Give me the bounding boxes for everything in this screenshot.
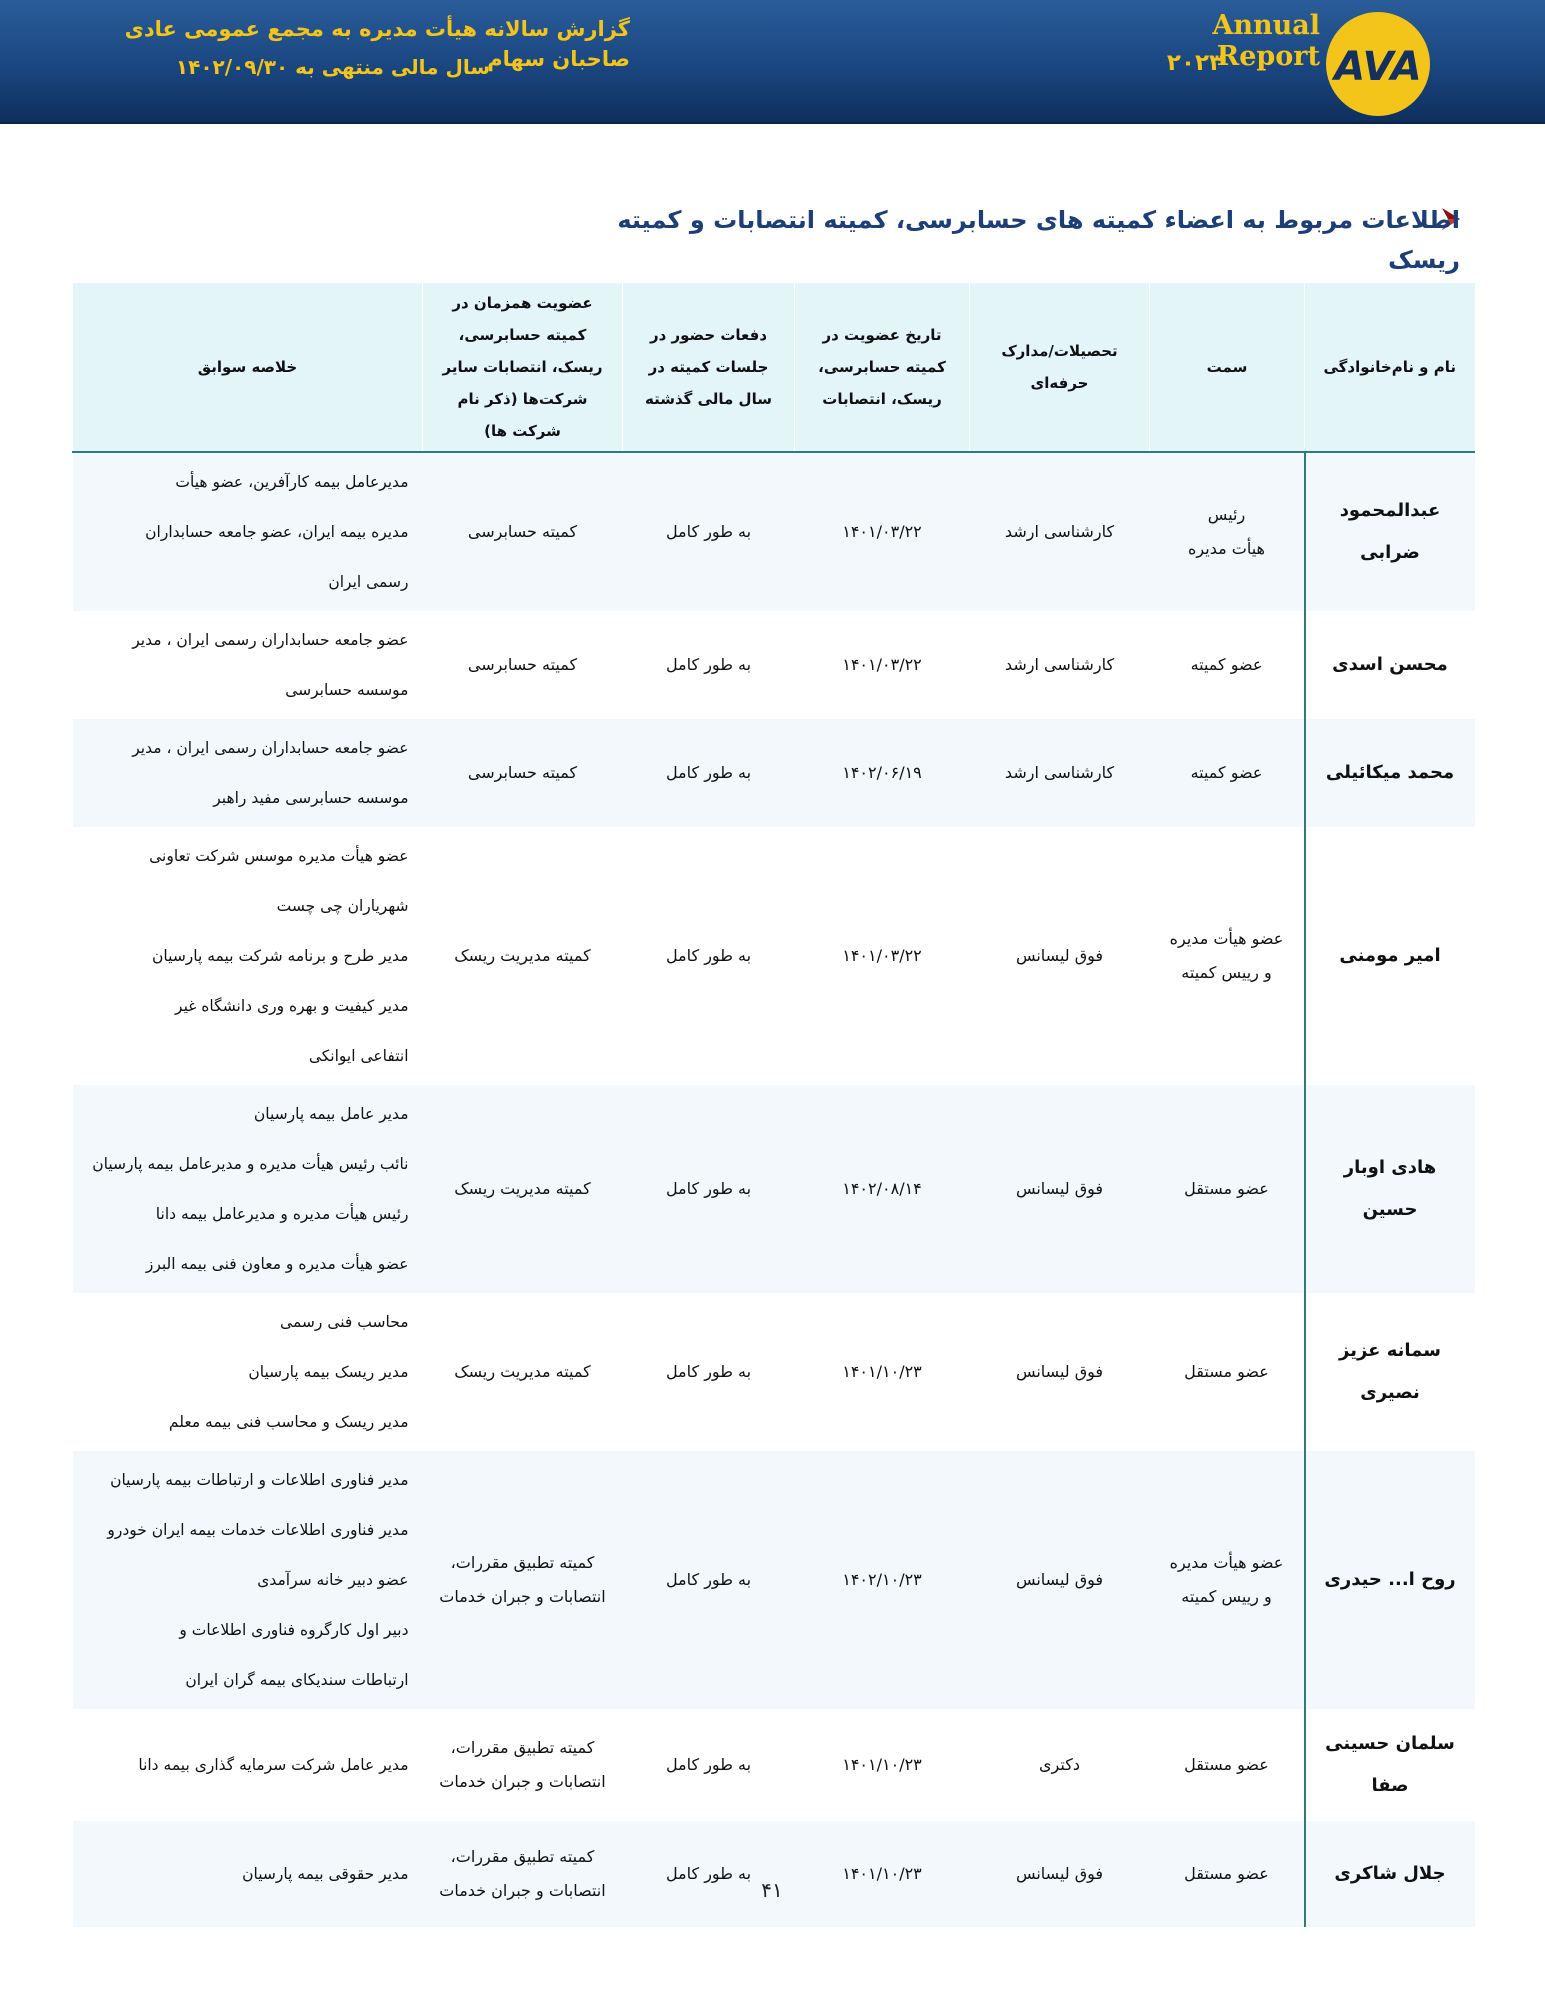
member-summary-line: مدیر کیفیت و بهره وری دانشگاه غیر	[175, 997, 409, 1015]
member-education: کارشناسی ارشد	[970, 719, 1150, 827]
member-position-line: عضو مستقل	[1184, 1864, 1269, 1883]
member-position-line: و رییس کمیته	[1181, 963, 1272, 982]
col-header-membership-date: تاریخ عضویت در کمیته حسابرسی، ریسک، انتصابات	[795, 283, 970, 452]
member-attendance: به طور کامل	[623, 1085, 795, 1293]
member-membership-date: ۱۴۰۱/۱۰/۲۳	[842, 1755, 922, 1774]
member-committee	[423, 827, 623, 1085]
col-header-attendance: دفعات حضور در جلسات کمیته در سال مالی گذشته	[623, 283, 795, 452]
member-name	[1305, 719, 1475, 827]
member-name-line: امیر مومنی	[1339, 945, 1441, 966]
member-membership-date: ۱۴۰۲/۰۸/۱۴	[795, 1085, 970, 1293]
member-position-line: هیأت مدیره	[1188, 539, 1265, 558]
col-header-summary: خلاصه سوابق	[73, 283, 423, 452]
col-header-education: تحصیلات/مدارک حرفه‌ای	[970, 283, 1150, 452]
member-education: فوق لیسانس	[970, 1451, 1150, 1709]
member-attendance: به طور کامل	[665, 655, 752, 674]
member-committee-line: انتصابات و جبران خدمات	[439, 1587, 606, 1606]
member-committee-line: کمیته مدیریت ریسک	[454, 946, 591, 965]
member-name	[1305, 1821, 1475, 1927]
member-position-line: رئیس	[1207, 505, 1246, 524]
ava-logo-icon	[1324, 10, 1432, 118]
member-attendance: به طور کامل	[665, 1755, 752, 1774]
member-committee-line: کمیته تطبیق مقررات،	[450, 1738, 595, 1757]
member-education: دکتری	[1039, 1755, 1080, 1774]
table-row	[73, 1821, 1475, 1927]
member-committee-line: انتصابات و جبران خدمات	[439, 1881, 606, 1900]
member-name	[1305, 1451, 1475, 1709]
member-name	[1305, 452, 1475, 611]
col-header-name: نام و نام‌خانوادگی	[1305, 283, 1475, 452]
member-position	[1150, 1709, 1305, 1821]
member-committee-line: انتصابات و جبران خدمات	[439, 1772, 606, 1791]
member-membership-date: ۱۴۰۱/۰۳/۲۲	[842, 655, 922, 674]
report-year: ۲۰۲۳	[1166, 50, 1224, 76]
member-attendance: به طور کامل	[623, 1451, 795, 1709]
member-committee	[423, 1085, 623, 1293]
member-summary-line: عضو هیأت مدیره موسس شرکت تعاونی	[149, 847, 409, 865]
member-summary-line: رسمی ایران	[328, 573, 409, 591]
member-summary-line: موسسه حسابرسی	[285, 681, 409, 699]
member-summary-line: مدیر حقوقی بیمه پارسیان	[242, 1865, 409, 1883]
member-position	[1150, 827, 1305, 1085]
member-attendance: به طور کامل	[623, 719, 795, 827]
member-education: کارشناسی ارشد	[1004, 655, 1115, 674]
member-position-line: و رییس کمیته	[1181, 1587, 1272, 1606]
member-name-line: عبدالمحمود	[1339, 500, 1441, 521]
member-summary-line: محاسب فنی رسمی	[280, 1313, 409, 1331]
member-name	[1305, 611, 1475, 719]
committee-members-table	[72, 283, 1475, 1927]
member-attendance: به طور کامل	[665, 1362, 752, 1381]
member-name-line: سمانه عزیز	[1339, 1340, 1441, 1361]
member-membership-date: ۱۴۰۲/۱۰/۲۳	[795, 1451, 970, 1709]
member-education: فوق لیسانس	[970, 1085, 1150, 1293]
member-membership-date: ۱۴۰۱/۰۳/۲۲	[795, 452, 970, 611]
member-summary-line: رئیس هیأت مدیره و مدیرعامل بیمه دانا	[155, 1205, 409, 1223]
table-body	[73, 452, 1475, 1927]
member-position-line: عضو مستقل	[1184, 1755, 1269, 1774]
member-name-line: محسن اسدی	[1332, 654, 1448, 675]
member-summary-line: عضو هیأت مدیره و معاون فنی بیمه البرز	[145, 1255, 409, 1273]
member-committee	[423, 719, 623, 827]
member-position	[1150, 1821, 1305, 1927]
member-position-line: عضو هیأت مدیره	[1169, 1553, 1284, 1572]
member-committee-line: کمیته حسابرسی	[467, 522, 578, 541]
member-membership-date: ۱۴۰۱/۱۰/۲۳	[795, 1821, 970, 1927]
fiscal-year-subtitle: سال مالی منتهی به ۱۴۰۲/۰۹/۳۰	[175, 55, 490, 79]
member-summary-line: دبیر اول کارگروه فناوری اطلاعات و	[179, 1621, 409, 1639]
member-membership-date: ۱۴۰۱/۰۳/۲۲	[842, 946, 922, 965]
member-committee	[423, 1293, 623, 1451]
member-attendance: به طور کامل	[665, 946, 752, 965]
member-summary-line: موسسه حسابرسی مفید راهبر	[213, 789, 409, 807]
member-name	[1305, 827, 1475, 1085]
member-name-line: صفا	[1371, 1775, 1409, 1796]
member-summary	[73, 1293, 423, 1451]
section-title: اطلاعات مربوط به اعضاء کمیته های حسابرسی، کمیته انتصابات و کمیته ریسک	[617, 206, 1460, 274]
member-name-line: محمد میکائیلی	[1325, 762, 1455, 783]
annual-report-label: Annual Report	[1212, 10, 1320, 72]
member-position	[1150, 1085, 1305, 1293]
member-committee	[423, 611, 623, 719]
member-summary-line: عضو جامعه حسابداران رسمی ایران ، مدیر	[132, 631, 409, 649]
member-name-line: ضرابی	[1360, 542, 1420, 563]
member-committee-line: کمیته مدیریت ریسک	[454, 1179, 591, 1198]
member-membership-date: ۱۴۰۱/۱۰/۲۳	[842, 1362, 922, 1381]
member-summary-line: عضو دبیر خانه سرآمدی	[257, 1571, 409, 1589]
table-row	[73, 719, 1475, 827]
table-row	[73, 1709, 1475, 1821]
member-summary-line: مدیر عامل بیمه پارسیان	[253, 1105, 409, 1123]
member-summary-line: نائب رئیس هیأت مدیره و مدیرعامل بیمه پارسیان	[92, 1155, 409, 1173]
member-attendance: به طور کامل	[623, 1821, 795, 1927]
member-position-line: عضو کمیته	[1190, 763, 1263, 782]
member-position	[1150, 1451, 1305, 1709]
member-committee-line: کمیته تطبیق مقررات،	[450, 1847, 595, 1866]
member-position-line: عضو مستقل	[1184, 1179, 1269, 1198]
member-position-line: عضو کمیته	[1190, 655, 1263, 674]
header-banner	[0, 0, 1545, 124]
member-education: کارشناسی ارشد	[970, 452, 1150, 611]
member-committee	[423, 1709, 623, 1821]
col-header-position: سمت	[1150, 283, 1305, 452]
member-committee-line: کمیته تطبیق مقررات،	[450, 1553, 595, 1572]
member-education: فوق لیسانس	[970, 1821, 1150, 1927]
member-name-line: سلمان حسینی	[1325, 1733, 1455, 1754]
member-name-line: جلال شاکری	[1334, 1863, 1446, 1884]
member-attendance: به طور کامل	[623, 452, 795, 611]
member-summary	[73, 611, 423, 719]
svg-text:AVA: AVA	[1334, 44, 1422, 90]
table-row	[73, 1085, 1475, 1293]
report-title: گزارش سالانه هیأت مدیره به مجمع عمومی عادی صاحبان سهام	[124, 17, 630, 71]
member-summary	[73, 1085, 423, 1293]
member-summary-line: شهریاران چی چست	[276, 897, 409, 915]
table-row	[73, 1293, 1475, 1451]
table-row	[73, 1451, 1475, 1709]
member-name-line: هادی اوبار حسین	[1343, 1157, 1437, 1220]
member-membership-date: ۱۴۰۲/۰۶/۱۹	[795, 719, 970, 827]
member-position	[1150, 719, 1305, 827]
member-committee-line: کمیته حسابرسی	[467, 655, 578, 674]
member-name-line: روح ا... حیدری	[1324, 1569, 1456, 1590]
member-education: فوق لیسانس	[1015, 946, 1104, 965]
table-row	[73, 827, 1475, 1085]
member-summary-line: عضو جامعه حسابداران رسمی ایران ، مدیر	[132, 739, 409, 757]
member-summary	[73, 1821, 423, 1927]
member-summary-line: مدیرعامل بیمه کارآفرین، عضو هیأت	[175, 473, 409, 491]
table-row	[73, 452, 1475, 611]
table-row	[73, 611, 1475, 719]
member-name	[1305, 1293, 1475, 1451]
table-header-row	[73, 283, 1475, 452]
member-committee-line: کمیته حسابرسی	[467, 763, 578, 782]
member-position-line: عضو هیأت مدیره	[1169, 929, 1284, 948]
member-summary-line: مدیر فناوری اطلاعات خدمات بیمه ایران خودرو	[107, 1521, 409, 1539]
member-position	[1150, 1293, 1305, 1451]
member-summary-line: مدیر عامل شرکت سرمایه گذاری بیمه دانا	[138, 1756, 409, 1774]
member-summary-line: انتفاعی ایوانکی	[308, 1047, 409, 1065]
member-committee	[423, 452, 623, 611]
member-summary	[73, 1709, 423, 1821]
member-position	[1150, 452, 1305, 611]
member-summary-line: مدیر طرح و برنامه شرکت بیمه پارسیان	[152, 947, 409, 965]
member-summary-line: مدیر فناوری اطلاعات و ارتباطات بیمه پارسیان	[110, 1471, 409, 1489]
member-summary	[73, 1451, 423, 1709]
member-summary-line: مدیر ریسک و محاسب فنی بیمه معلم	[168, 1413, 409, 1431]
col-header-other-committees: عضویت همزمان در کمیته حسابرسی، ریسک، انتصابات سایر شرکت‌ها (ذکر نام شرکت ها)	[423, 283, 623, 452]
member-summary-line: ارتباطات سندیکای بیمه گران ایران	[185, 1671, 409, 1689]
page-number: ۴۱	[761, 1878, 783, 1902]
member-committee	[423, 1821, 623, 1927]
member-summary	[73, 452, 423, 611]
member-committee-line: کمیته مدیریت ریسک	[454, 1362, 591, 1381]
member-education: فوق لیسانس	[1015, 1362, 1104, 1381]
member-position-line: عضو مستقل	[1184, 1362, 1269, 1381]
member-name	[1305, 1085, 1475, 1293]
member-committee	[423, 1451, 623, 1709]
member-summary-line: مدیر ریسک بیمه پارسیان	[248, 1363, 409, 1381]
member-position	[1150, 611, 1305, 719]
member-summary-line: مدیره بیمه ایران، عضو جامعه حسابداران	[145, 523, 409, 541]
member-name-line: نصیری	[1360, 1382, 1420, 1403]
member-name	[1305, 1709, 1475, 1821]
member-summary	[73, 719, 423, 827]
member-summary	[73, 827, 423, 1085]
